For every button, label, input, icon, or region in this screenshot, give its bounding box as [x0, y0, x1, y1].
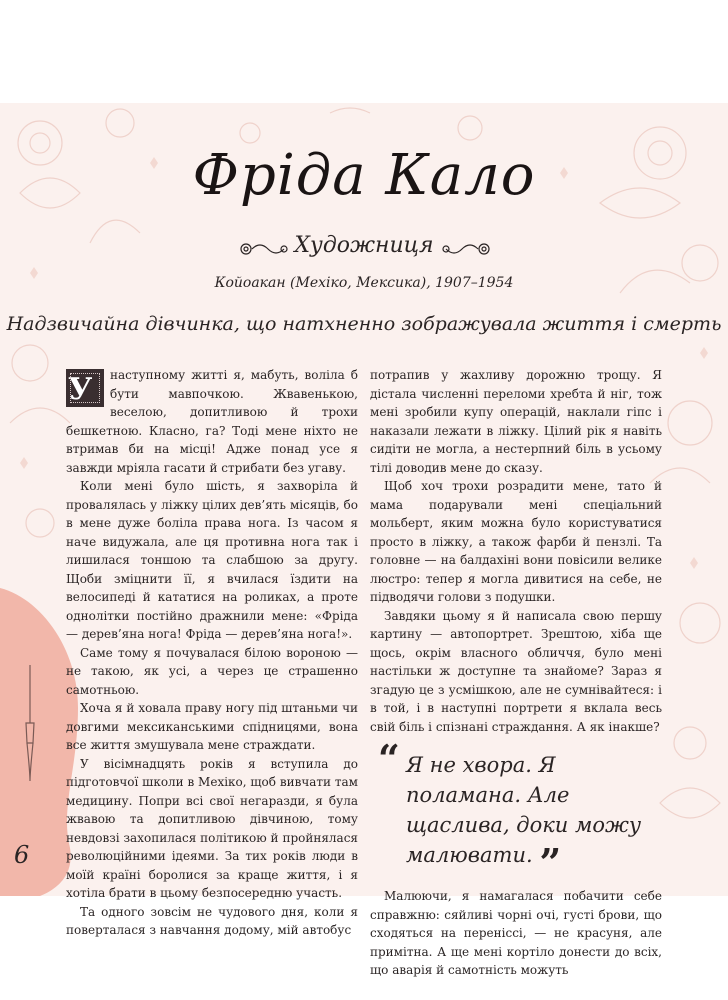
paragraph: У наступному житті я, мабуть, воліла б бути мавпочкою. Жвавенькою, веселою, допитливою й трохи бешкетною. Класно, га? Тоді мене ніхто не втримав би на місці! Адже понад усе я завжди мріяла гасати й стрибати без угаву. — [66, 368, 358, 475]
paragraph: Завдяки цьому я й написала свою першу картину — автопортрет. Зрештою, хіба ще щось, окрім власного обличчя, було мені настільки ж доступне та знайоме? Зараз я згадую це з усмішкою, але не сумнівайтеся: і в той, і в наступні портрети я вклала весь свій біль і спізнані страждання. А як інакше? — [370, 608, 662, 734]
paragraph: Саме тому я почувалася білою вороною — не такою, як усі, а через це страшенно самотньою. — [66, 645, 358, 697]
paragraph: потрапив у жахливу дорожню трощу. Я дістала численні переломи хребта й ніг, тож мені зробили купу операцій, наклали гіпс і наказали лежати в ліжку. Цілий рік я навіть сидіти не могла, а нестерпний біль в усьому тілі доводив мене до сказу. — [370, 368, 662, 475]
paragraph: Коли мені було шість, я захворіла й провалялась у ліжку цілих дев’ять місяців, бо в мене дуже боліла права нога. Із часом я наче видужала, але ця противна нога так і лишилася тоншою та слабшою за другу. Щоби зміцнити її, я вчилася їздити на велосипеді й кататися на роликах, а проте однолітки постійно дражнили мене: «Фріда — дерев’яна нога! Фріда — дерев’яна нога!». — [66, 479, 358, 641]
page-title: Фріда Кало — [192, 143, 536, 208]
paintbrush-icon — [18, 663, 42, 783]
paragraph: Малюючи, я намагалася побачити себе справжню: сяйливі чорні очі, густі брови, що сходяться на переніссі, — не красуня, але примітна. А ще мені кортіло донести до всіх, що аварія й самотність можуть — [370, 889, 662, 977]
pull-quote — [370, 736, 662, 885]
close-quote-icon: ” — [539, 840, 562, 885]
place-dates: Койоакан (Мехіко, Мексика), 1907–1954 — [214, 275, 514, 291]
subtitle: Художниця — [294, 233, 434, 258]
paragraph: Хоча я й ховала праву ногу під штаньми чи довгими мексиканськими спідницями, вона все життя змушувала мене страждати. — [66, 701, 358, 752]
open-quote-icon: “ — [378, 736, 400, 781]
floral-ornament-icon — [440, 241, 492, 257]
paragraph: У вісімнадцять років я вступила до підготовчої школи в Мехіко, щоб вивчати там медицину. Попри всі свої негаразди, я була жвавою та допитливою дівчиною, тому невдовзі захопилася політикою й пройнялася революційними ідеями. За тих років люди в моїй країні боролися за краще життя, і я хотіла брати в цьому безпосередню участь. — [66, 756, 358, 900]
right-column — [370, 366, 662, 980]
page-number: 6 — [14, 841, 30, 869]
left-column — [66, 366, 358, 940]
quote-text: Я не хвора. Я поламана. Але щаслива, доки можу малювати. — [406, 753, 642, 867]
paragraph: Щоб хоч трохи розрадити мене, тато й мама подарували мені спеціальний мольберт, яким можна було користуватися просто в ліжку, а також фарби й пензлі. Та головне — на балдахіні вони повісили велике люстро: тепер я могла дивитися на себе, не підводячи голови з подушки. — [370, 479, 662, 604]
drop-cap: У — [66, 369, 104, 407]
book-page — [0, 103, 728, 977]
subtitle-row — [0, 233, 728, 263]
paragraph: Та одного зовсім не чудового дня, коли я поверталася з навчання додому, мій автобус — [66, 904, 358, 937]
tagline: Надзвичайна дівчинка, що натхненно зображувала життя і смерть — [6, 313, 722, 335]
